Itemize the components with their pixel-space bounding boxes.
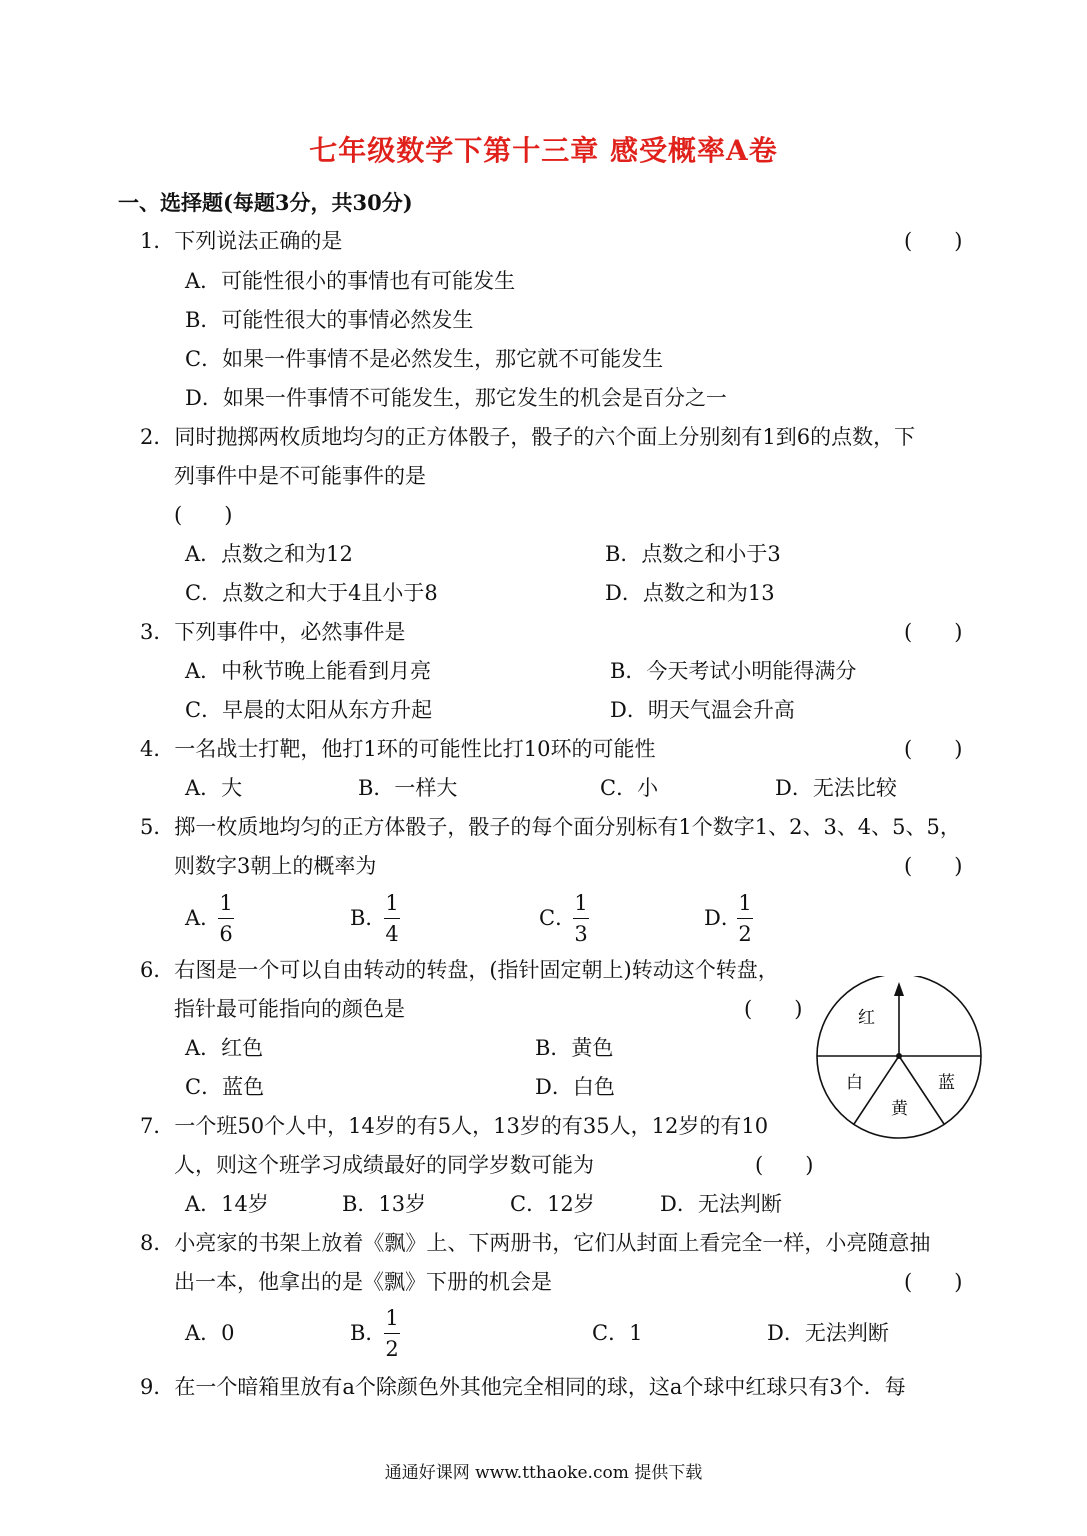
question-2-stem-line2: 列事件中是不可能事件的是 bbox=[174, 464, 426, 488]
q1-option-c: C．如果一件事情不是必然发生，那它就不可能发生 bbox=[185, 347, 664, 371]
spinner-pointer-arrowhead bbox=[894, 982, 904, 996]
question-6-stem-line2: 指针最可能指向的颜色是 bbox=[174, 997, 405, 1021]
numerator: 1 bbox=[385, 1306, 399, 1330]
answer-blank-3: ( ) bbox=[904, 620, 963, 644]
q6-option-c: C．蓝色 bbox=[185, 1075, 265, 1099]
question-3-stem: 3．下列事件中，必然事件是 bbox=[140, 620, 406, 644]
q5-option-d-label: D． bbox=[704, 906, 742, 930]
q8-option-c: C．1 bbox=[592, 1321, 643, 1345]
fraction-bar bbox=[384, 1333, 400, 1334]
spinner-label-white: 白 bbox=[846, 1073, 863, 1093]
q8-option-b-label: B． bbox=[350, 1321, 387, 1345]
numerator: 1 bbox=[219, 891, 233, 915]
denominator: 4 bbox=[385, 922, 399, 946]
q5-option-a-label: A． bbox=[185, 906, 222, 930]
denominator: 6 bbox=[219, 922, 233, 946]
q1-option-a: A．可能性很小的事情也有可能发生 bbox=[185, 269, 516, 293]
q1-option-b: B．可能性很大的事情必然发生 bbox=[185, 308, 474, 332]
q5-option-b-fraction bbox=[384, 893, 400, 945]
question-7-stem-line2: 人，则这个班学习成绩最好的同学岁数可能为 bbox=[174, 1153, 594, 1177]
q3-option-d: D．明天气温会升高 bbox=[610, 698, 795, 722]
spinner-center-dot bbox=[896, 1053, 902, 1059]
question-2-stem-line1: 2．同时抛掷两枚质地均匀的正方体骰子，骰子的六个面上分别刻有1到6的点数，下 bbox=[140, 425, 916, 449]
answer-blank-7: ( ) bbox=[755, 1153, 814, 1177]
q2-option-d: D．点数之和为13 bbox=[605, 581, 775, 605]
q7-option-c: C．12岁 bbox=[510, 1192, 595, 1216]
denominator: 2 bbox=[385, 1337, 399, 1361]
answer-blank-5: ( ) bbox=[904, 854, 963, 878]
q7-option-a: A．14岁 bbox=[185, 1192, 269, 1216]
answer-blank-1: ( ) bbox=[904, 229, 963, 253]
denominator: 3 bbox=[574, 922, 588, 946]
question-4-stem: 4．一名战士打靶，他打1环的可能性比打10环的可能性 bbox=[140, 737, 656, 761]
numerator: 1 bbox=[738, 891, 752, 915]
page-footer: 通通好课网 www.tthaoke.com 提供下载 bbox=[384, 1463, 703, 1483]
section-heading-choice: 一、选择题(每题3分，共30分) bbox=[118, 190, 413, 215]
fraction-bar bbox=[737, 918, 753, 919]
q2-option-b: B．点数之和小于3 bbox=[605, 542, 781, 566]
spinner-label-red: 红 bbox=[858, 1008, 875, 1028]
q5-option-c-fraction bbox=[573, 893, 589, 945]
q5-option-c-label: C． bbox=[539, 906, 577, 930]
question-6-stem-line1: 6．右图是一个可以自由转动的转盘，(指针固定朝上)转动这个转盘， bbox=[140, 958, 779, 982]
q1-option-d: D．如果一件事情不可能发生，那它发生的机会是百分之一 bbox=[185, 386, 727, 410]
fraction-bar bbox=[573, 918, 589, 919]
question-8-stem-line1: 8．小亮家的书架上放着《飘》上、下两册书，它们从封面上看完全一样，小亮随意抽 bbox=[140, 1231, 931, 1255]
answer-blank-8: ( ) bbox=[904, 1270, 963, 1294]
q6-option-b: B．黄色 bbox=[535, 1036, 614, 1060]
q8-option-d: D．无法判断 bbox=[767, 1321, 889, 1345]
question-7-stem-line1: 7．一个班50个人中，14岁的有5人，13岁的有35人，12岁的有10 bbox=[140, 1114, 769, 1138]
q6-option-d: D．白色 bbox=[535, 1075, 615, 1099]
page-title: 七年级数学下第十三章 感受概率A卷 bbox=[309, 134, 778, 167]
answer-blank-6: ( ) bbox=[744, 997, 803, 1021]
spinner-diagram bbox=[814, 976, 984, 1142]
q5-option-b-label: B． bbox=[350, 906, 387, 930]
q6-option-a: A．红色 bbox=[185, 1036, 264, 1060]
q5-option-a-fraction bbox=[218, 893, 234, 945]
q8-option-a: A．0 bbox=[185, 1321, 235, 1345]
numerator: 1 bbox=[574, 891, 588, 915]
answer-blank-2: ( ) bbox=[174, 503, 233, 527]
q3-option-c: C．早晨的太阳从东方升起 bbox=[185, 698, 433, 722]
q5-option-d-fraction bbox=[737, 893, 753, 945]
q7-option-b: B．13岁 bbox=[342, 1192, 427, 1216]
numerator: 1 bbox=[385, 891, 399, 915]
fraction-bar bbox=[218, 918, 234, 919]
q3-option-b: B．今天考试小明能得满分 bbox=[610, 659, 857, 683]
question-8-stem-line2: 出一本，他拿出的是《飘》下册的机会是 bbox=[174, 1270, 552, 1294]
q4-option-a: A．大 bbox=[185, 776, 243, 800]
q2-option-a: A．点数之和为12 bbox=[185, 542, 353, 566]
spinner-label-yellow: 黄 bbox=[891, 1099, 908, 1119]
q7-option-d: D．无法判断 bbox=[660, 1192, 782, 1216]
q8-option-b-fraction bbox=[384, 1308, 400, 1360]
q3-option-a: A．中秋节晚上能看到月亮 bbox=[185, 659, 432, 683]
denominator: 2 bbox=[738, 922, 752, 946]
fraction-bar bbox=[384, 918, 400, 919]
question-5-stem-line1: 5．掷一枚质地均匀的正方体骰子，骰子的每个面分别标有1个数字1、2、3、4、5、5， bbox=[140, 815, 961, 839]
q4-option-d: D．无法比较 bbox=[775, 776, 897, 800]
question-9-stem-line1: 9．在一个暗箱里放有a个除颜色外其他完全相同的球，这a个球中红球只有3个．每 bbox=[140, 1375, 906, 1399]
answer-blank-4: ( ) bbox=[904, 737, 963, 761]
q4-option-b: B．一样大 bbox=[358, 776, 458, 800]
spinner-label-blue: 蓝 bbox=[938, 1073, 955, 1093]
question-5-stem-line2: 则数字3朝上的概率为 bbox=[174, 854, 377, 878]
q4-option-c: C．小 bbox=[600, 776, 659, 800]
question-1-stem: 1．下列说法正确的是 bbox=[140, 229, 343, 253]
q2-option-c: C．点数之和大于4且小于8 bbox=[185, 581, 438, 605]
